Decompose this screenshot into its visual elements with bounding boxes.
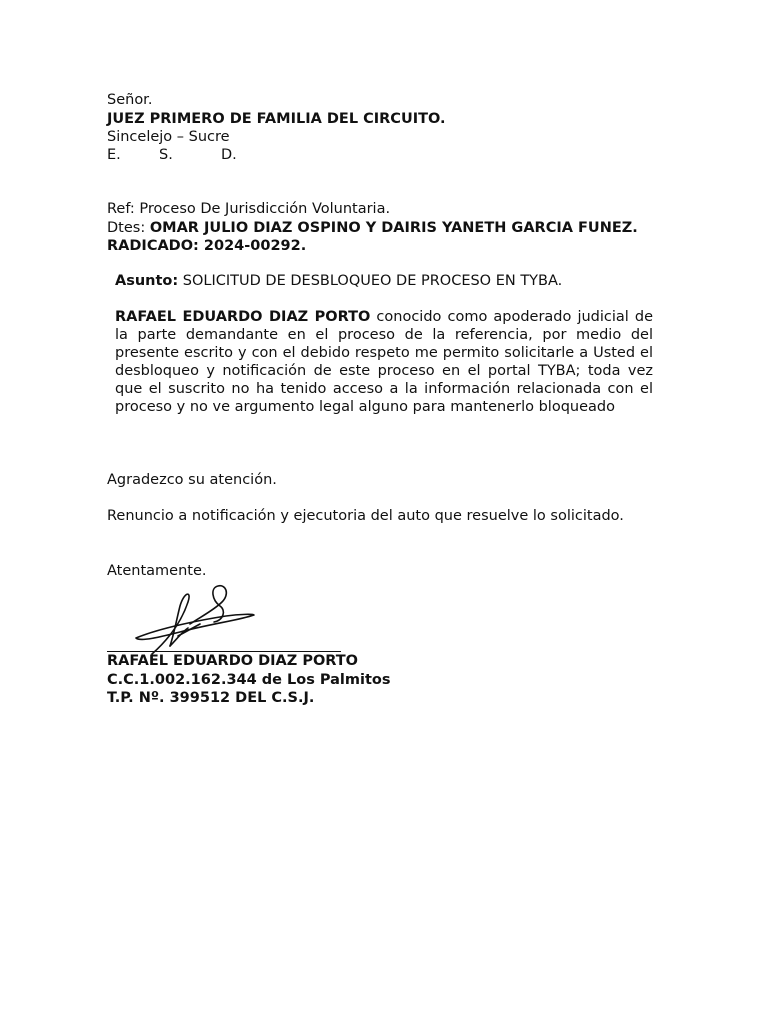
esd-d: D. (221, 147, 237, 163)
city: Sincelejo – Sucre (107, 129, 230, 145)
body-name: RAFAEL EDUARDO DIAZ PORTO (115, 309, 371, 325)
signer-tp: T.P. Nº. 399512 DEL C.S.J. (107, 690, 315, 706)
esd-line (107, 146, 237, 164)
dtes-label: Dtes: (107, 220, 150, 236)
subject-label: Asunto: (115, 273, 179, 289)
esd-e: E. (107, 147, 121, 163)
dtes-line (107, 219, 638, 237)
dtes-names: OMAR JULIO DIAZ OSPINO Y DAIRIS YANETH GARCIA FUNEZ. (149, 220, 638, 236)
signer-id: C.C.1.002.162.344 de Los Palmitos (107, 672, 391, 688)
waiver-line: Renuncio a notificación y ejecutoria del auto que resuelve lo solicitado. (107, 508, 624, 524)
body-paragraph (115, 308, 653, 416)
addressee: JUEZ PRIMERO DE FAMILIA DEL CIRCUITO. (107, 111, 446, 127)
esd-s: S. (159, 147, 173, 163)
radicado: RADICADO: 2024-00292. (107, 238, 307, 254)
regards-line: Atentamente. (107, 563, 207, 579)
reference-line: Ref: Proceso De Jurisdicción Voluntaria. (107, 201, 391, 217)
salutation: Señor. (107, 92, 153, 108)
body-text: conocido como apoderado judicial de la parte demandante en el proceso de la referencia, por medio del presente escrito y con el debido respeto me permito solicitarle a Usted el desbloqueo y notificación de este proceso en el portal TYBA; toda vez que el suscrito no ha tenido acceso a la información relacionada con el proceso y no ve argumento legal alguno para mantenerlo bloqueado (115, 309, 653, 415)
subject-line (115, 272, 562, 290)
signer-name: RAFAEL EDUARDO DIAZ PORTO (107, 653, 359, 669)
subject-text: SOLICITUD DE DESBLOQUEO DE PROCESO EN TYBA. (178, 273, 563, 289)
thanks-line: Agradezco su atención. (107, 472, 277, 488)
handwritten-signature (130, 580, 260, 658)
